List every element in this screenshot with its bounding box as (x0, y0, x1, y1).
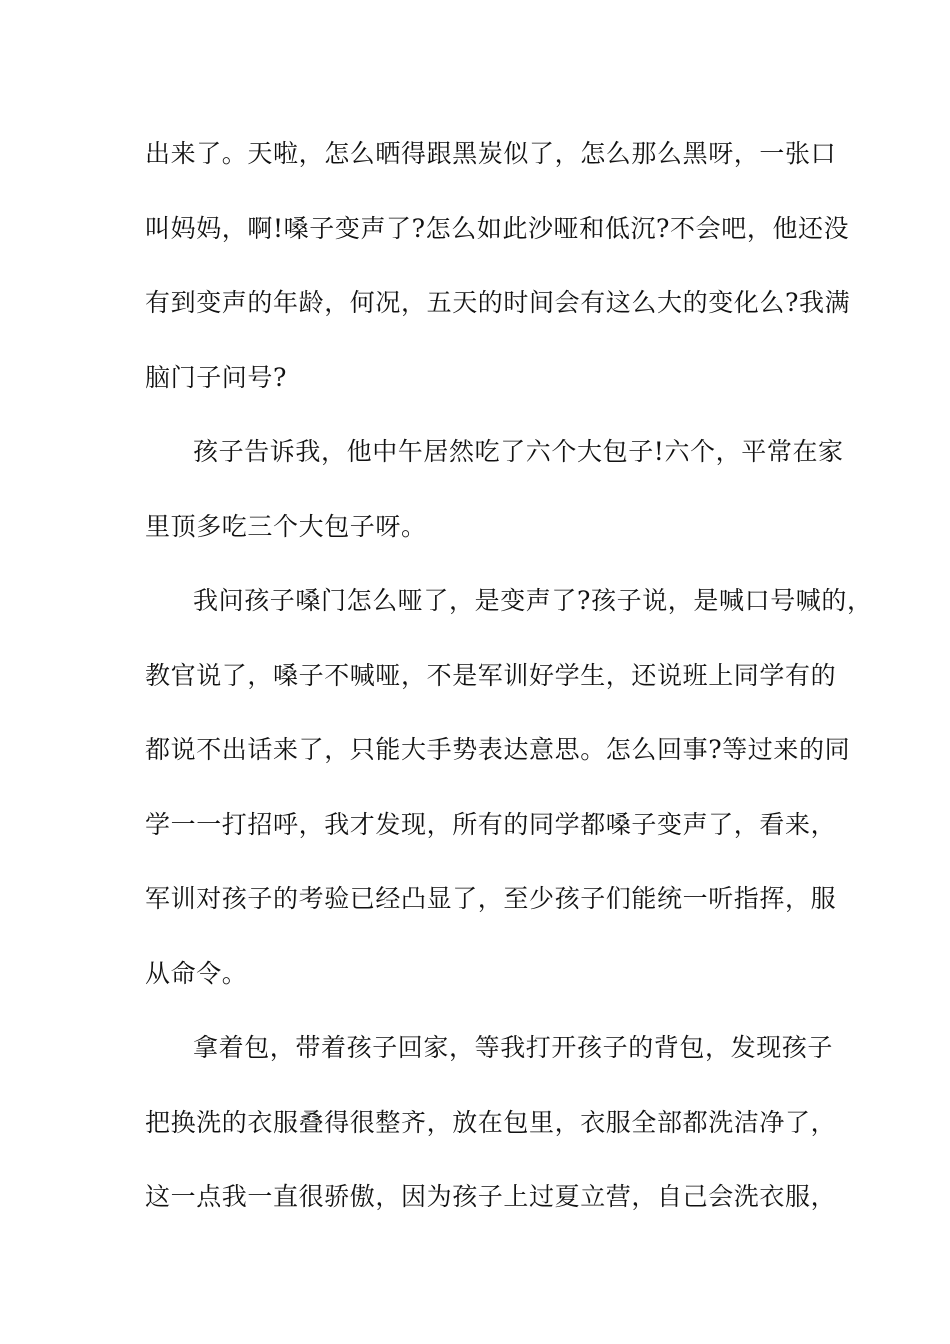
text-line: 都说不出话来了，只能大手势表达意思。怎么回事?等过来的同 (145, 735, 851, 764)
paragraph-first-line: 我问孩子嗓门怎么哑了，是变声了?孩子说，是喊口号喊的， (193, 586, 873, 615)
paragraph-first-line: 孩子告诉我，他中午居然吃了六个大包子!六个，平常在家 (193, 437, 844, 466)
text-line: 这一点我一直很骄傲，因为孩子上过夏立营，自己会洗衣服， (145, 1182, 837, 1211)
text-line: 把换洗的衣服叠得很整齐，放在包里，衣服全部都洗洁净了， (145, 1108, 837, 1137)
text-line: 里顶多吃三个大包子呀。 (145, 512, 427, 541)
paragraph-first-line: 拿着包，带着孩子回家，等我打开孩子的背包，发现孩子 (193, 1033, 834, 1062)
text-line: 军训对孩子的考验已经凸显了，至少孩子们能统一听指挥，服 (145, 884, 837, 913)
text-line: 有到变声的年龄，何况，五天的时间会有这么大的变化么?我满 (145, 288, 851, 317)
text-line: 叫妈妈，啊!嗓子变声了?怎么如此沙哑和低沉?不会吧，他还没 (145, 214, 850, 243)
text-line: 从命令。 (145, 959, 248, 988)
text-line: 学一一打招呼，我才发现，所有的同学都嗓子变声了，看来， (145, 810, 837, 839)
text-line: 出来了。天啦，怎么晒得跟黑炭似了，怎么那么黑呀，一张口 (145, 139, 837, 168)
text-line: 脑门子问号? (145, 363, 288, 392)
text-line: 教官说了，嗓子不喊哑，不是军训好学生，还说班上同学有的 (145, 661, 837, 690)
